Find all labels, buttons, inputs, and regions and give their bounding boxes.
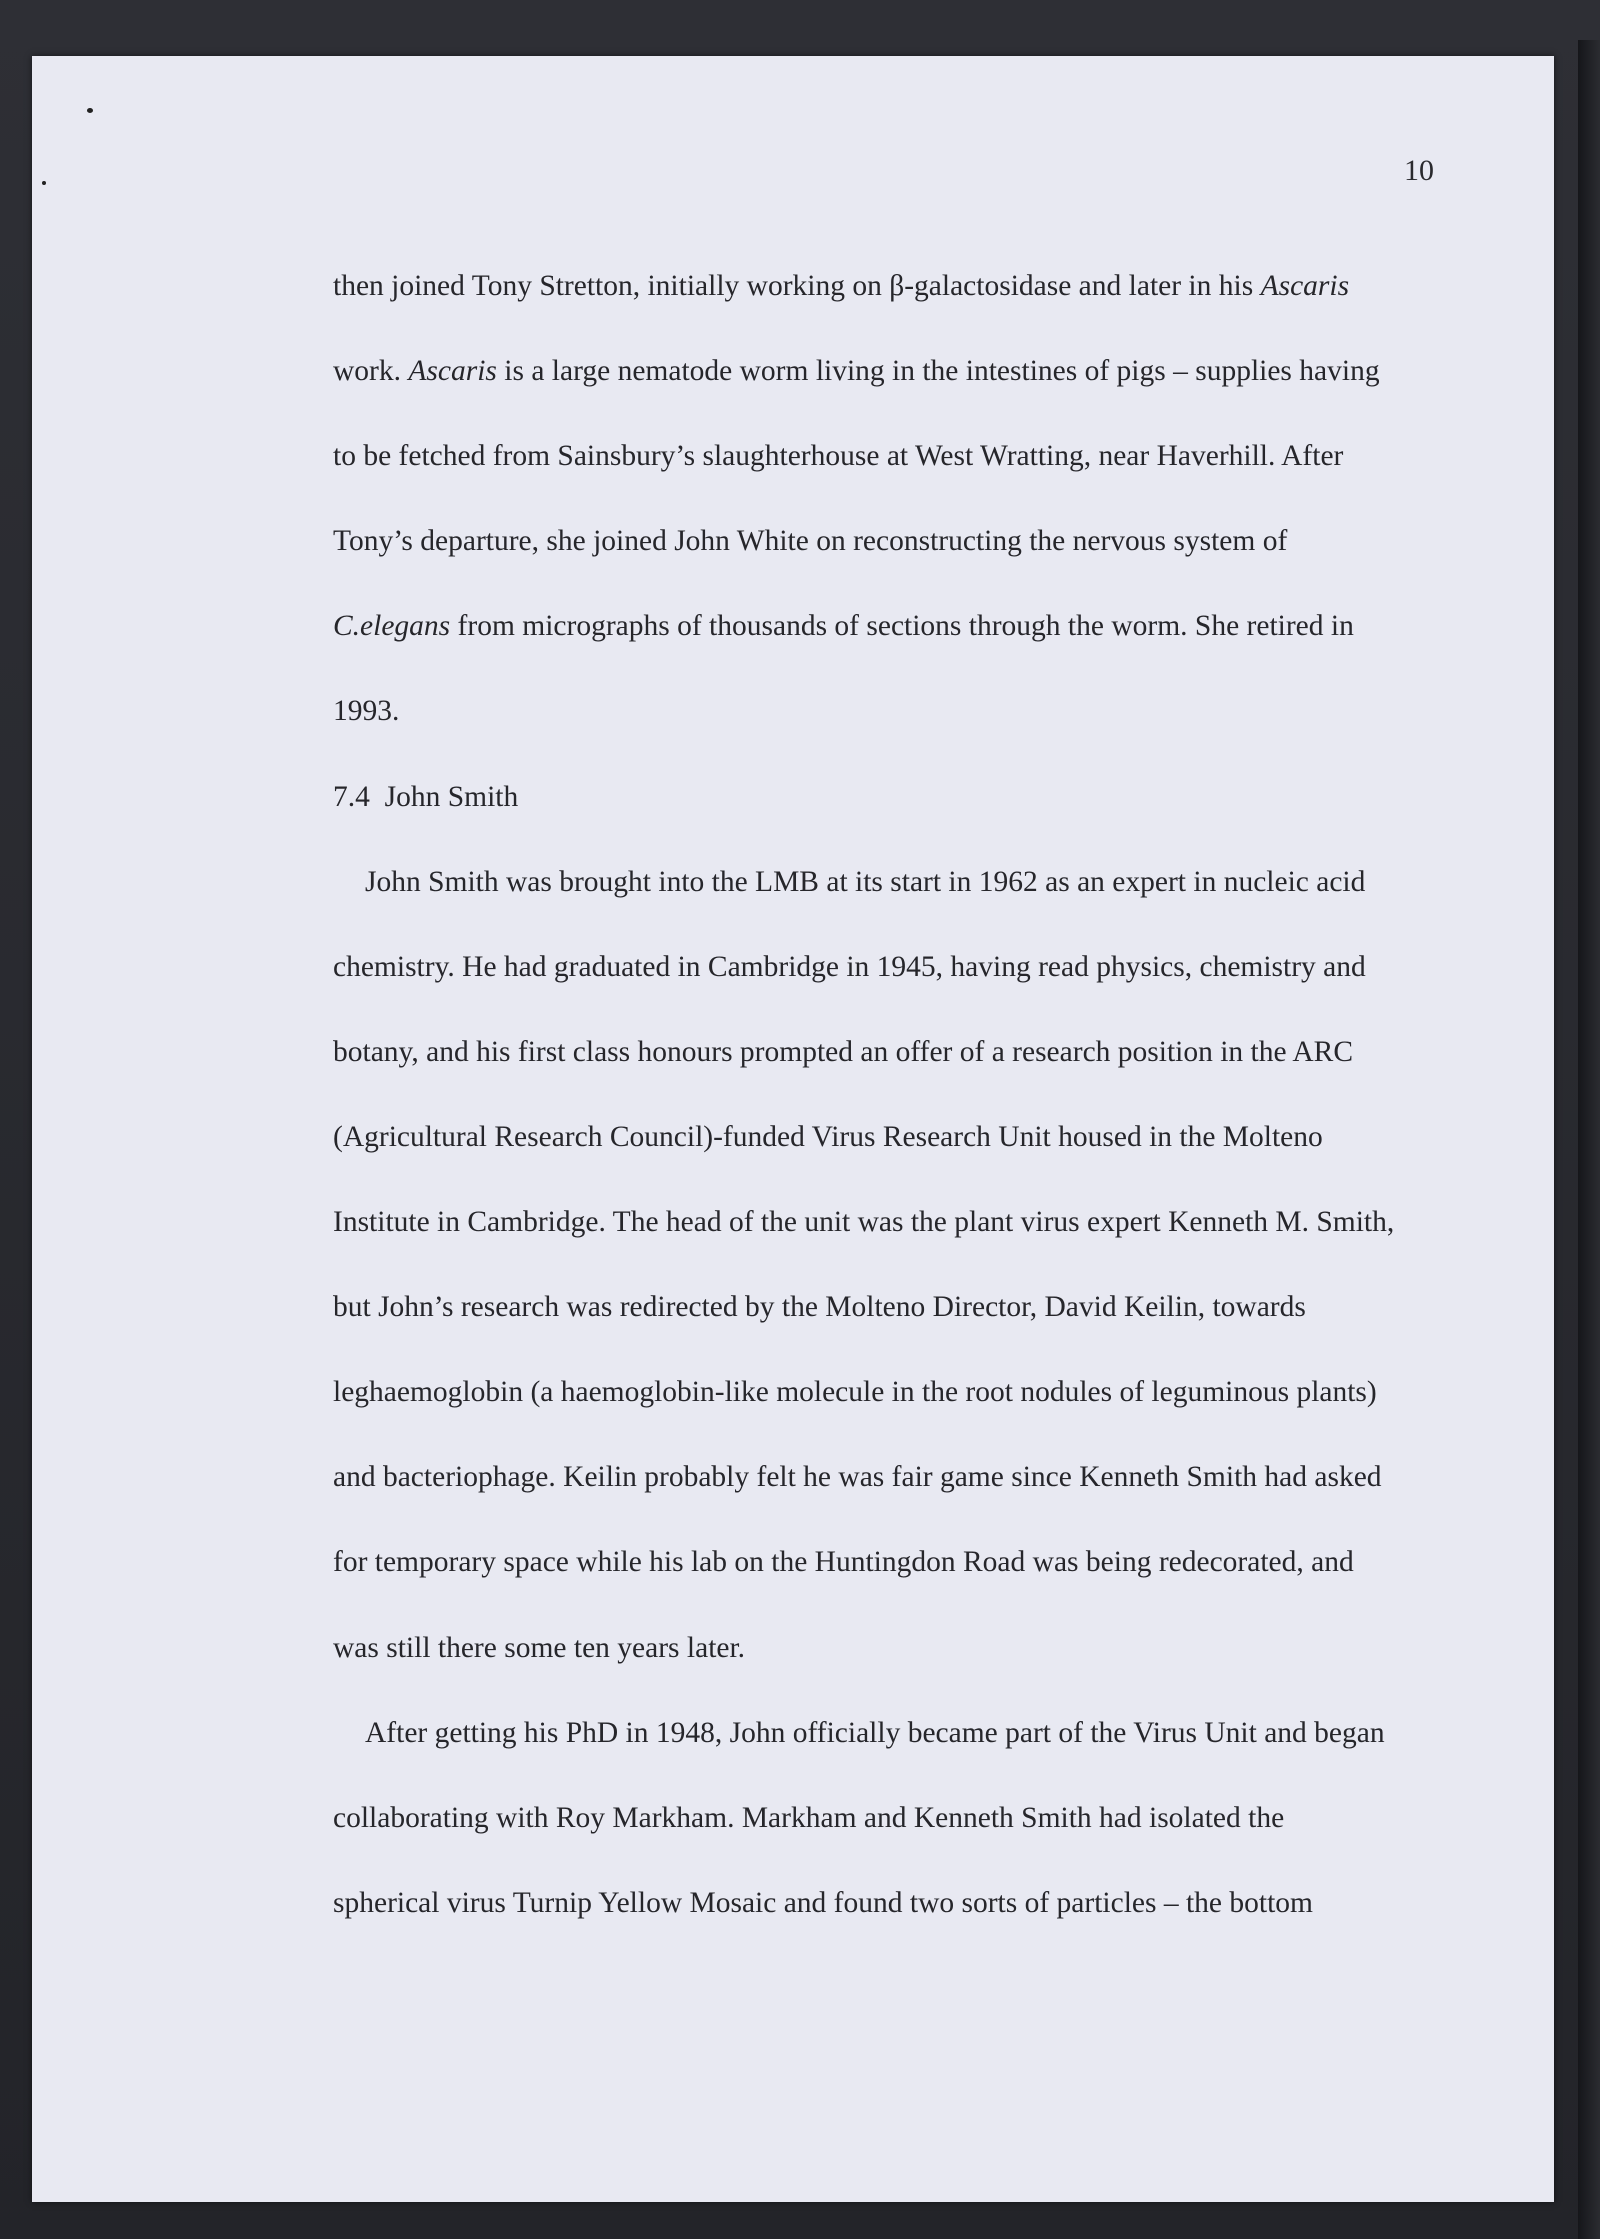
text-line: for temporary space while his lab on the Huntingdon Road was being redecorated, and [333, 1546, 1354, 1579]
document-page [32, 56, 1554, 2202]
text-line: chemistry. He had graduated in Cambridge in 1945, having read physics, chemistry and [333, 950, 1366, 983]
text-line: C.elegans from micrographs of thousands of sections through the worm. She retired in [333, 610, 1354, 643]
text-line: Institute in Cambridge. The head of the unit was the plant virus expert Kenneth M. Smith, [333, 1206, 1395, 1239]
binder-edge [1578, 40, 1600, 2239]
text-line: spherical virus Turnip Yellow Mosaic and found two sorts of particles – the bottom [333, 1886, 1313, 1919]
page-number: 10 [1404, 154, 1434, 187]
text-line: (Agricultural Research Council)-funded Virus Research Unit housed in the Molteno [333, 1120, 1323, 1153]
text-line: Tony’s departure, she joined John White on reconstructing the nervous system of [333, 525, 1288, 558]
text-line: then joined Tony Stretton, initially working on β-galactosidase and later in his Ascaris [333, 270, 1350, 302]
text-line: 1993. [333, 695, 400, 728]
text-line: After getting his PhD in 1948, John officially became part of the Virus Unit and began [365, 1716, 1385, 1749]
text-line: collaborating with Roy Markham. Markham and Kenneth Smith had isolated the [333, 1801, 1285, 1834]
text-line: was still there some ten years later. [333, 1631, 746, 1664]
text-line: but John’s research was redirected by the Molteno Director, David Keilin, towards [333, 1291, 1306, 1324]
section-number: 7.4 [333, 780, 370, 813]
text-line: John Smith was brought into the LMB at its start in 1962 as an expert in nucleic acid [365, 865, 1366, 898]
body-text [333, 244, 1493, 1946]
section-title: John Smith [384, 780, 519, 813]
section-heading [333, 755, 1493, 840]
text-line: and bacteriophage. Keilin probably felt he was fair game since Kenneth Smith had asked [333, 1461, 1382, 1494]
text-line: work. Ascaris is a large nematode worm living in the intestines of pigs – supplies having [333, 355, 1380, 388]
text-line: botany, and his first class honours prompted an offer of a research position in the ARC [333, 1035, 1353, 1068]
text-line: to be fetched from Sainsbury’s slaughterhouse at West Wratting, near Haverhill. After [333, 440, 1344, 473]
scan-speck [42, 181, 46, 185]
text-line: leghaemoglobin (a haemoglobin-like molecule in the root nodules of leguminous plants) [333, 1376, 1377, 1409]
scan-speck [87, 108, 93, 113]
